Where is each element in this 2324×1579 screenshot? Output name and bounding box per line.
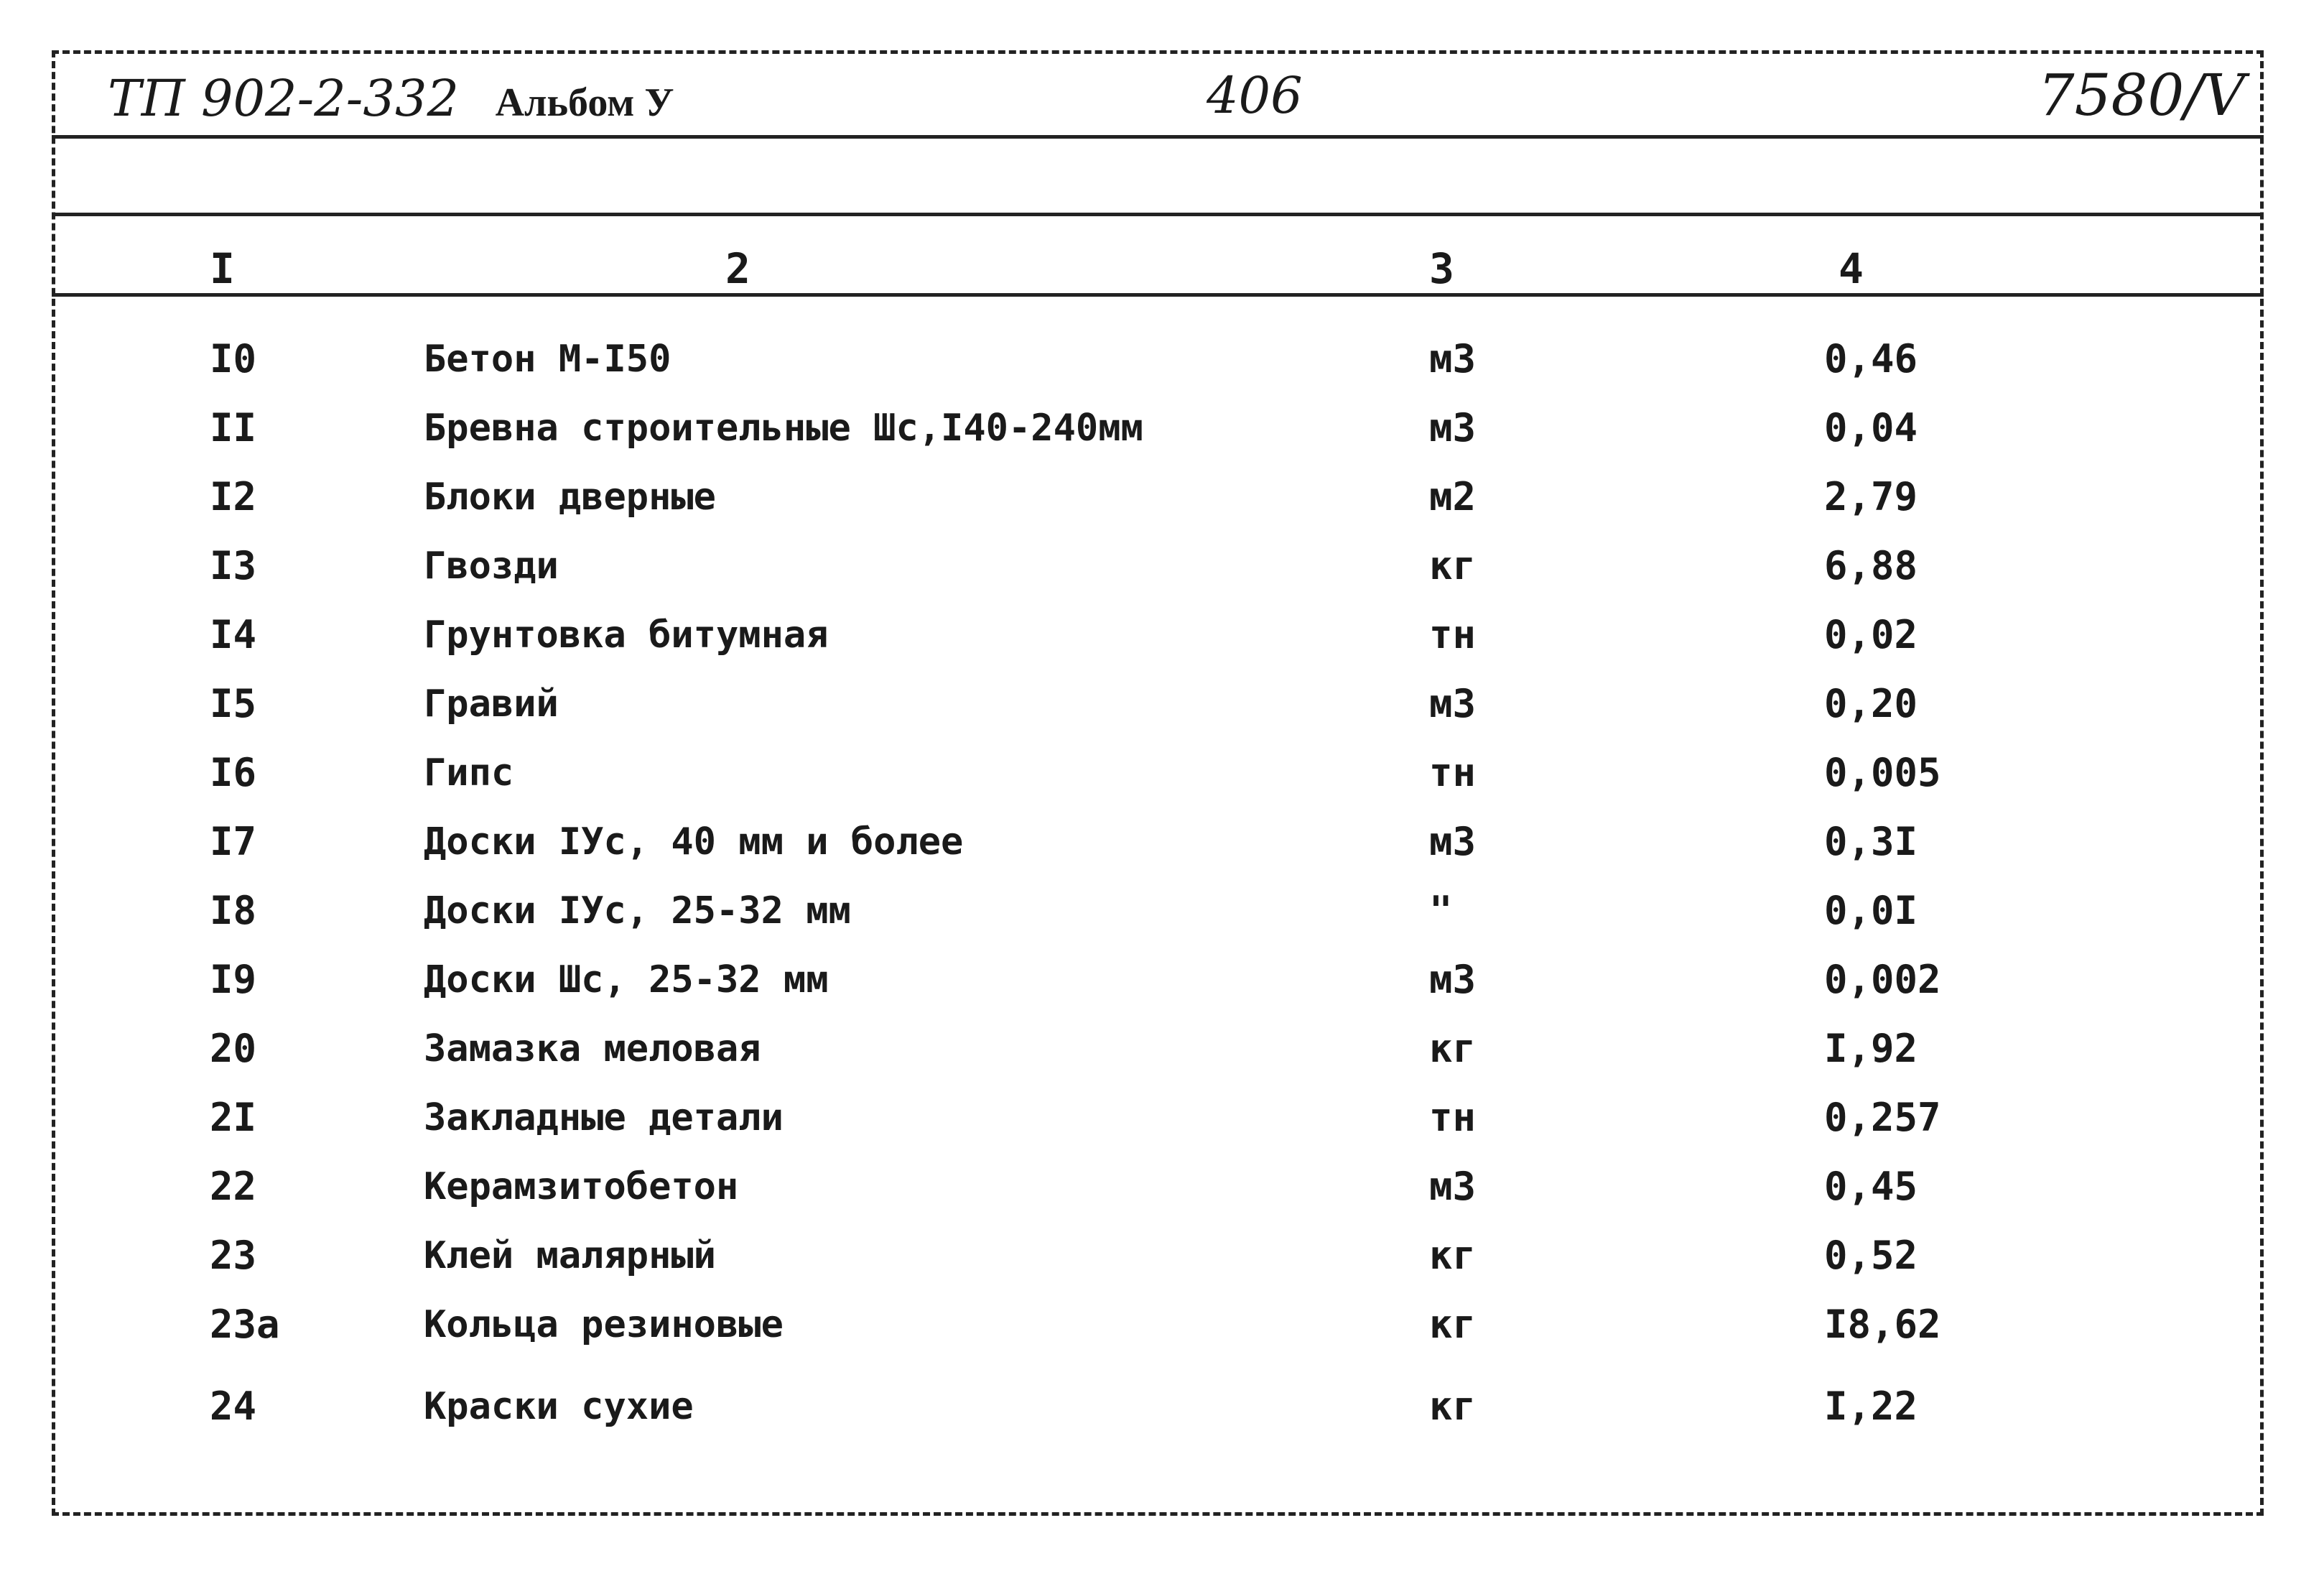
table-top-rule	[52, 213, 2264, 216]
material-name: Блоки дверные	[424, 476, 716, 519]
unit: кг	[1429, 1026, 1477, 1071]
material-name: Бревна строительные Шс,I40-240мм	[424, 407, 1143, 450]
material-name: Гравий	[424, 682, 559, 726]
unit: кг	[1429, 1233, 1477, 1278]
table-row	[0, 1154, 2324, 1219]
quantity: 0,002	[1824, 957, 1941, 1002]
table-row	[0, 1085, 2324, 1150]
material-name: Замазка меловая	[424, 1027, 761, 1070]
quantity: 0,45	[1824, 1164, 1918, 1209]
unit: тн	[1429, 612, 1477, 657]
unit: м3	[1429, 1164, 1477, 1209]
column-header-rule	[52, 293, 2264, 297]
unit: м3	[1429, 405, 1477, 450]
material-name: Доски Шс, 25-32 мм	[424, 958, 829, 1001]
column-header-2: 2	[725, 244, 750, 293]
unit: кг	[1429, 1384, 1477, 1429]
doc-reference: ТП 902-2-332	[108, 69, 460, 128]
table-row	[0, 741, 2324, 805]
unit: "	[1429, 888, 1453, 933]
unit: м3	[1429, 957, 1477, 1002]
quantity: I,22	[1824, 1384, 1918, 1429]
row-number: I7	[210, 819, 257, 864]
table-row	[0, 327, 2324, 392]
row-number: I4	[210, 612, 257, 657]
row-number: 24	[210, 1384, 257, 1429]
table-row	[0, 672, 2324, 736]
quantity: 0,3I	[1824, 819, 1918, 864]
table-row	[0, 603, 2324, 667]
quantity: 0,04	[1824, 405, 1918, 450]
material-name: Закладные детали	[424, 1096, 784, 1139]
material-name: Гвозди	[424, 545, 559, 588]
row-number: 20	[210, 1026, 257, 1071]
column-header-1: I	[210, 244, 235, 293]
material-name: Доски IУс, 40 мм и более	[424, 820, 964, 863]
quantity: 0,257	[1824, 1095, 1941, 1140]
table-row	[0, 465, 2324, 529]
row-number: 22	[210, 1164, 257, 1209]
material-name: Краски сухие	[424, 1385, 694, 1428]
row-number: 23	[210, 1233, 257, 1278]
row-number: II	[210, 405, 257, 450]
table-row	[0, 1374, 2324, 1439]
quantity: 0,0I	[1824, 888, 1918, 933]
unit: м2	[1429, 474, 1477, 519]
material-name: Керамзитобетон	[424, 1165, 739, 1208]
unit: кг	[1429, 1302, 1477, 1347]
row-number: I9	[210, 957, 257, 1002]
doc-header	[108, 69, 674, 128]
quantity: I8,62	[1824, 1302, 1941, 1347]
material-name: Гипс	[424, 751, 514, 795]
quantity: 0,005	[1824, 750, 1941, 795]
row-number: 23а	[210, 1302, 280, 1347]
table-row	[0, 810, 2324, 874]
column-header-4: 4	[1839, 244, 1864, 293]
row-number: 2I	[210, 1095, 257, 1140]
quantity: 0,52	[1824, 1233, 1918, 1278]
unit: м3	[1429, 819, 1477, 864]
table-row	[0, 948, 2324, 1012]
quantity: 6,88	[1824, 543, 1918, 588]
table-row	[0, 1017, 2324, 1081]
row-number: I3	[210, 543, 257, 588]
table-row	[0, 534, 2324, 598]
unit: м3	[1429, 681, 1477, 726]
unit: м3	[1429, 336, 1477, 381]
table-row	[0, 396, 2324, 460]
material-name: Грунтовка битумная	[424, 613, 829, 657]
page-number: 406	[1207, 66, 1303, 125]
unit: кг	[1429, 543, 1477, 588]
row-number: I2	[210, 474, 257, 519]
row-number: I5	[210, 681, 257, 726]
material-name: Бетон М-I50	[424, 338, 671, 381]
column-header-3: 3	[1429, 244, 1454, 293]
table-row	[0, 1292, 2324, 1357]
quantity: 2,79	[1824, 474, 1918, 519]
table-row	[0, 1223, 2324, 1288]
quantity: 0,46	[1824, 336, 1918, 381]
unit: тн	[1429, 750, 1477, 795]
row-number: I8	[210, 888, 257, 933]
document-code: 7580/V	[2037, 62, 2245, 129]
unit: тн	[1429, 1095, 1477, 1140]
header-divider	[52, 135, 2264, 139]
quantity: I,92	[1824, 1026, 1918, 1071]
album-label: Альбом У	[495, 80, 674, 125]
material-name: Клей малярный	[424, 1234, 716, 1277]
quantity: 0,20	[1824, 681, 1918, 726]
row-number: I0	[210, 336, 257, 381]
quantity: 0,02	[1824, 612, 1918, 657]
material-name: Доски IУс, 25-32 мм	[424, 889, 851, 932]
row-number: I6	[210, 750, 257, 795]
material-name: Кольца резиновые	[424, 1303, 784, 1346]
table-row	[0, 879, 2324, 943]
